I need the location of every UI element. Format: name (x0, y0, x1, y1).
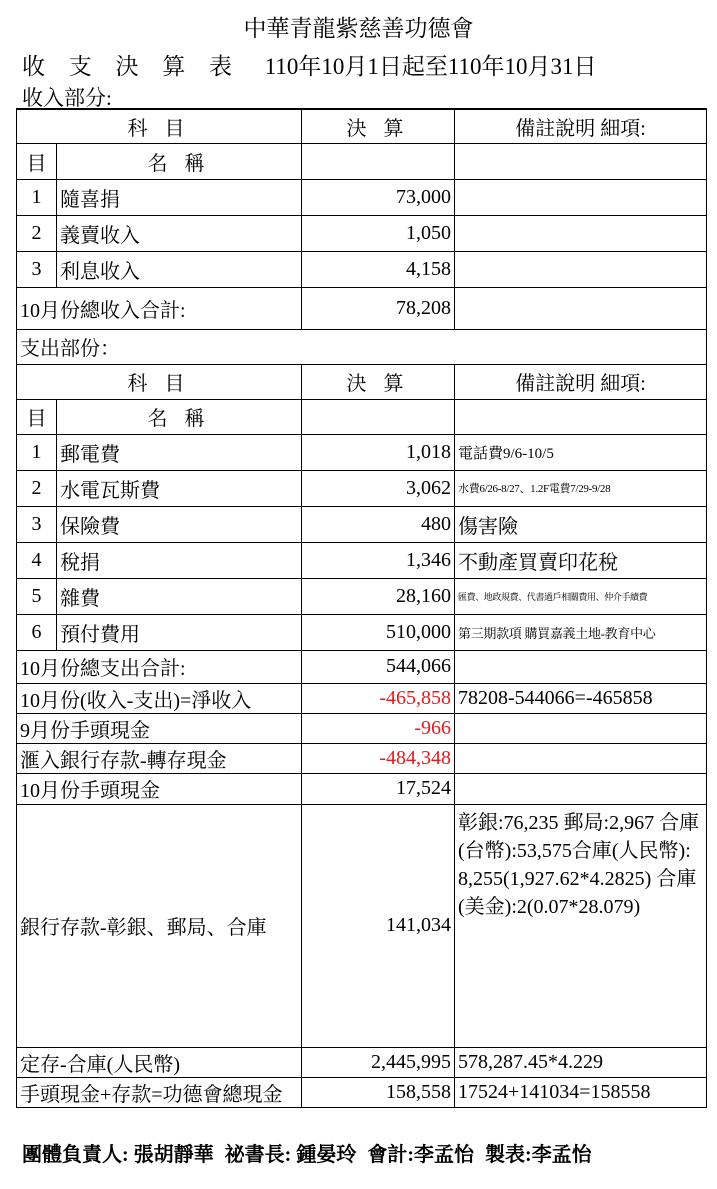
expense-section-label: 支出部份： (17, 329, 707, 364)
fixed-deposit-row: 定存-合庫(人民幣) 2,445,995 578,287.45*4.229 (17, 1047, 707, 1077)
summary-row: 滙入銀行存款-轉存現金 -484,348 (17, 743, 707, 773)
report-period: 110年10月1日起至110年10月31日 (264, 54, 597, 79)
bank-deposit-row: 銀行存款-彰銀、郵局、合庫 141,034 彰銀:76,235 郵局:2,967 合庫(台幣):53,575合庫(人民幣):8,255(1,927.62*4.2825) 合庫(美金):2(0.07*28.079) (17, 804, 707, 1047)
expense-section-row (17, 329, 707, 364)
bank-breakdown: 彰銀:76,235 郵局:2,967 合庫(台幣):53,575合庫(人民幣):8,255(1,927.62*4.2825) 合庫(美金):2(0.07*28.079) (455, 804, 707, 1047)
subject-header: 科 目 (17, 109, 302, 143)
income-row: 3 利息收入 4,158 (17, 251, 707, 287)
remarks-header: 備註說明 細項: (455, 109, 707, 143)
summary-row: 10月份總支出合計: 544,066 (17, 650, 707, 683)
expense-subheader-row: 目 名 稱 (17, 399, 707, 434)
signature-line (22, 1138, 598, 1167)
signature-accountant: 會計:李孟怡 (367, 1144, 475, 1166)
summary-row: 10月份手頭現金 17,524 (17, 773, 707, 804)
organization-name: 中華青龍紫慈善功德會 (243, 16, 474, 41)
budget-header: 決 算 (302, 109, 455, 143)
expense-row: 5 雜費 28,160 匯費、地政規費、代書過戶相關費用、仲介手續費 (17, 578, 707, 614)
signature-preparer: 製表:李孟怡 (485, 1144, 592, 1166)
report-title: 收 支 決 算 表 (22, 54, 241, 79)
total-cash-row: 手頭現金+存款=功德會總現金 158,558 17524+141034=158558 (17, 1077, 707, 1107)
expense-row: 3 保險費 480 傷害險 (17, 506, 707, 542)
income-header-row (17, 109, 707, 143)
summary-row: 9月份手頭現金 -966 (17, 713, 707, 743)
financial-table (16, 108, 707, 1108)
expense-row: 2 水電瓦斯費 3,062 水費6/26-8/27、1.2F電費7/29-9/28 (17, 470, 707, 506)
expense-header-row: 科 目 決 算 備註說明 細項: (17, 364, 707, 399)
income-section-label: 收入部分: (22, 86, 112, 110)
summary-row: 10月份(收入-支出)=淨收入 -465,858 78208-544066=-465858 (17, 683, 707, 713)
expense-row: 6 預付費用 510,000 第三期款項 購買嘉義土地-教育中心 (17, 614, 707, 650)
report-heading (22, 48, 597, 81)
signature-secretary: 祕書長: 鍾晏玲 (224, 1144, 357, 1166)
name-header: 名 稱 (57, 143, 302, 179)
index-header: 目 (17, 143, 57, 179)
signature-responsible: 團體負責人: 張胡靜華 (22, 1144, 214, 1166)
income-total-row: 10月份總收入合計: 78,208 (17, 287, 707, 329)
income-row: 2 義賣收入 1,050 (17, 215, 707, 251)
income-row: 1 隨喜捐 73,000 (17, 179, 707, 215)
income-subheader-row (17, 143, 707, 179)
expense-row: 4 稅捐 1,346 不動產買賣印花稅 (17, 542, 707, 578)
expense-row: 1 郵電費 1,018 電話費9/6-10/5 (17, 434, 707, 470)
